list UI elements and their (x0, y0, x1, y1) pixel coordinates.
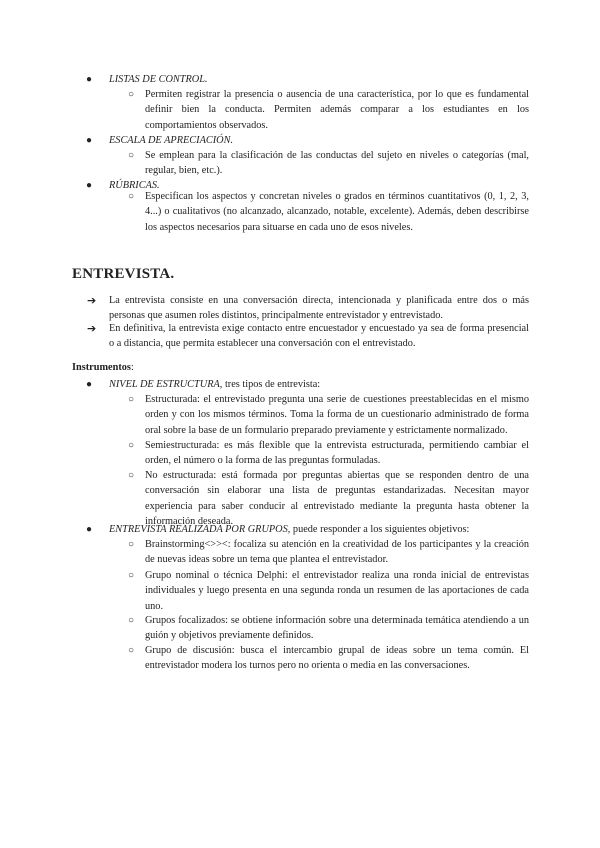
list-item-entrevista-grupos (86, 522, 529, 537)
hollow-bullet: ○ (128, 539, 135, 550)
hollow-bullet: ○ (128, 470, 135, 481)
bullet: ● (86, 524, 93, 535)
sub-item-text: Estructurada: el entrevistado pregunta una serie de cuestiones preestablecidas en el mismo orden y con los mismos términos. Toma la forma de un cuestionario administrado de forma oral sobre la base de un formulario preparado previamente y estrictamente normalizado. (145, 394, 529, 436)
sub-item-text: No estructurada: está formada por preguntas abiertas que se responden dentro de una conversación sin elaborar una lista de preguntas estandarizadas. Necesitan mayor experiencia para saber conducir al entrevistado mediante la pregunta hasta obtener la información deseada. (145, 470, 529, 528)
instrumentos-label-text: Instrumentos (72, 362, 131, 373)
list-item-nivel-estructura (86, 377, 529, 392)
hollow-bullet: ○ (128, 570, 135, 581)
sub-item (128, 392, 529, 438)
instrumentos-colon: : (130, 362, 134, 373)
item-title: ESCALA DE APRECIACIÓN. (109, 135, 234, 146)
hollow-bullet: ○ (128, 645, 135, 656)
sub-item-text: Grupos focalizados: se obtiene información sobre una determinada temática atendiendo a un guión y objetivos previamente definidos. (145, 615, 529, 642)
sub-item (128, 468, 529, 530)
arrow-point (87, 293, 529, 324)
arrow-icon: ➔ (87, 294, 97, 307)
sub-item (128, 537, 529, 568)
sub-item (128, 568, 529, 614)
sub-item (128, 189, 529, 235)
sub-item-text: Grupo de discusión: busca el intercambio grupal de ideas sobre un tema común. El entrevistador modera los turnos pero no orienta o media en las conversaciones. (145, 645, 529, 672)
hollow-bullet: ○ (128, 89, 135, 100)
sub-item-text: Semiestructurada: es más flexible que la entrevista estructurada, permitiendo cambiar el orden, el número o la forma de las preguntas formuladas. (145, 440, 529, 467)
sub-item (128, 438, 529, 469)
sub-item-text: Especifican los aspectos y concretan niveles o grados en términos cuantitativos (0, 1, 2, 3, 4...) o cualitativos (no alcanzado, alcanzado, notable, excelente). Además, deben describirse los aspectos necesarios para situarse en cada uno de esos niveles. (145, 191, 529, 233)
sub-item (128, 148, 529, 179)
item-title: ENTREVISTA REALIZADA POR GRUPOS (109, 524, 288, 535)
arrow-point-text: En definitiva, la entrevista exige contacto entre encuestador y encuestado ya sea de forma presencial o a distancia, que permita establecer una conversación con el entrevistado. (109, 323, 529, 350)
sub-item-text: Se emplean para la clasificación de las conductas del sujeto en niveles o categorías (mal, regular, bien, etc.). (145, 150, 529, 177)
item-title: NIVEL DE ESTRUCTURA (109, 379, 220, 390)
arrow-point (87, 321, 529, 352)
hollow-bullet: ○ (128, 440, 135, 451)
hollow-bullet: ○ (128, 191, 135, 202)
hollow-bullet: ○ (128, 394, 135, 405)
instrumentos-label (72, 362, 134, 373)
sub-item-text: Brainstorming<>><: focaliza su atención en la creatividad de los participantes y la creación de nuevas ideas sobre un tema que plantea el entrevistador. (145, 539, 529, 566)
item-suffix: , tres tipos de entrevista: (219, 379, 321, 390)
sub-item-text: Permiten registrar la presencia o ausencia de una característica, por lo que es fundamental definir bien la conducta. Permiten además comparar a los estudiantes en los comportamientos observados. (145, 89, 529, 131)
item-title: RÚBRICAS. (109, 180, 160, 191)
item-title: LISTAS DE CONTROL. (109, 74, 208, 85)
bullet: ● (86, 379, 93, 390)
arrow-point-text: La entrevista consiste en una conversación directa, intencionada y planificada entre dos o más personas que asumen roles distintos, principalmente entrevistador y entrevistado. (109, 295, 529, 322)
sub-item (128, 87, 529, 133)
hollow-bullet: ○ (128, 150, 135, 161)
arrow-icon: ➔ (87, 322, 97, 335)
bullet: ● (86, 180, 93, 191)
sub-item (128, 613, 529, 644)
section-heading: ENTREVISTA. (72, 266, 175, 282)
list-item-listas-control (86, 72, 529, 87)
bullet: ● (86, 135, 93, 146)
sub-item (128, 643, 529, 674)
list-item-escala-apreciacion (86, 133, 529, 148)
bullet: ● (86, 74, 93, 85)
item-suffix: , puede responder a los siguientes objetivos: (287, 524, 470, 535)
sub-item-text: Grupo nominal o técnica Delphi: el entrevistador realiza una ronda inicial de entrevistas individuales y luego presenta en una segunda ronda un resumen de las aportaciones de cada uno. (145, 570, 529, 612)
hollow-bullet: ○ (128, 615, 135, 626)
